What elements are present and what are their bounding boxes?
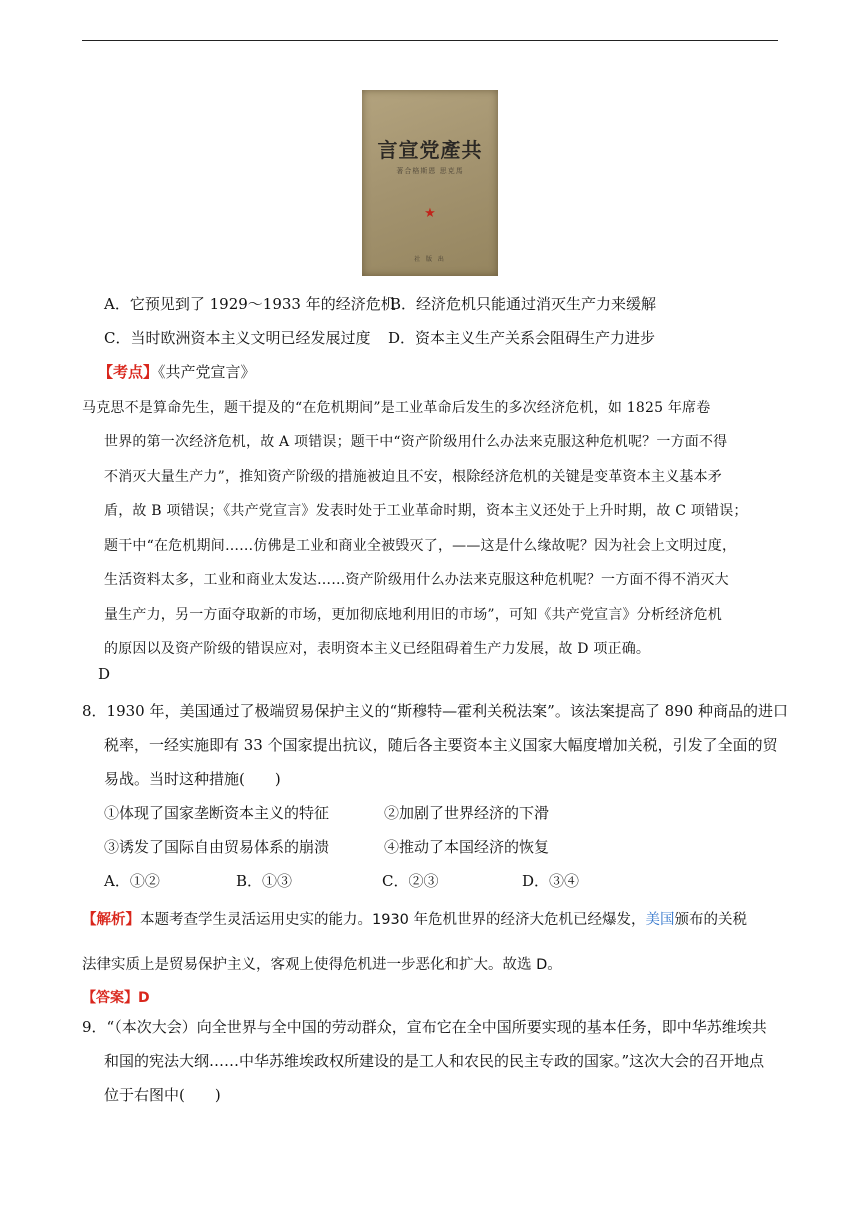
- q7-analysis-line: 世界的第一次经济危机，故 A 项错误；题干中“资产阶级用什么办法来克服这种危机呢？一方面不得: [104, 434, 728, 450]
- cover-title: 言宣党產共: [377, 138, 483, 162]
- daan-value: D: [138, 990, 150, 1006]
- q8-stem-line: 8．1930 年，美国通过了极端贸易保护主义的“斯穆特—霍利关税法案”。该法案提高了 890 种商品的进口: [82, 702, 788, 720]
- q9-stem-line: 9．“（本次大会）向全世界与全中国的劳动群众，宣布它在全中国所要实现的基本任务，即中华苏维埃共: [82, 1018, 767, 1036]
- q8-option-a: A．①②: [104, 872, 160, 890]
- q8-option-c: C．②③: [382, 872, 439, 890]
- communist-manifesto-cover-image: [362, 90, 498, 276]
- q7-analysis-line: 盾，故 B 项错误；《共产党宣言》发表时处于工业革命时期，资本主义还处于上升时期，故 C 项错误；: [104, 503, 748, 519]
- q8-jiexi-line2: 法律实质上是贸易保护主义，客观上使得危机进一步恶化和扩大。故选 D。: [82, 957, 562, 973]
- q8-item: ②加剧了世界经济的下滑: [384, 804, 550, 822]
- q8-jiexi: [82, 908, 747, 929]
- q7-analysis-line: 题干中“在危机期间……仿佛是工业和商业全被毁灭了，——这是什么缘故呢？因为社会上文明过度，: [104, 538, 737, 554]
- q8-item: ④推动了本国经济的恢复: [384, 838, 550, 856]
- q7-option-b: B．经济危机只能通过消灭生产力来缓解: [390, 295, 657, 313]
- q7-option-c: C．当时欧洲资本主义文明已经发展过度: [104, 329, 371, 347]
- meiguo-link[interactable]: 美国: [645, 912, 675, 928]
- q7-analysis-line: 不消灭大量生产力”，推知资产阶级的措施被迫且不安，根除经济危机的关键是变革资本主义基本矛: [104, 469, 722, 485]
- q9-stem-line: 位于右图中( ): [104, 1086, 221, 1104]
- q7-answer: D: [98, 665, 111, 683]
- q8-stem-line: 易战。当时这种措施( ): [104, 770, 281, 788]
- daan-tag: 【答案】: [82, 990, 138, 1006]
- q7-option-d: D．资本主义生产关系会阻碍生产力进步: [388, 329, 656, 347]
- q7-kaodian: [98, 361, 256, 382]
- q7-option-a: A．它预见到了 1929～1933 年的经济危机: [104, 295, 396, 313]
- q9-stem-line: 和国的宪法大纲……中华苏维埃政权所建设的是工人和农民的民主专政的国家。”这次大会的召开地点: [104, 1052, 765, 1070]
- q7-analysis-line: 马克思不是算命先生，题干提及的“在危机期间”是工业革命后发生的多次经济危机，如 1825 年席卷: [82, 400, 711, 416]
- q8-option-b: B．①③: [236, 872, 293, 890]
- header-rule: [82, 40, 778, 41]
- q8-stem-line: 税率，一经实施即有 33 个国家提出抗议，随后各主要资本主义国家大幅度增加关税，引发了全面的贸: [104, 736, 778, 754]
- q7-analysis-line: 的原因以及资产阶级的错误应对，表明资本主义已经阻碍着生产力发展，故 D 项正确。: [104, 641, 651, 657]
- jiexi-tag: 【解析】: [82, 912, 140, 928]
- q8-daan: [82, 987, 150, 1007]
- kaodian-tag: 【考点】: [98, 363, 159, 381]
- q8-option-d: D．③④: [522, 872, 580, 890]
- q8-item: ①体现了国家垄断资本主义的特征: [104, 804, 330, 822]
- jiexi-text-tail: 颁布的关税: [674, 912, 748, 928]
- cover-publisher: 社 版 出: [414, 256, 446, 263]
- red-star-icon: ★: [424, 206, 436, 221]
- q8-item: ③诱发了国际自由贸易体系的崩溃: [104, 838, 330, 856]
- cover-subtitle: 著合格斯恩 思克馬: [396, 167, 464, 175]
- q7-analysis-line: 量生产力，另一方面夺取新的市场，更加彻底地利用旧的市场”，可知《共产党宣言》分析经济危机: [104, 607, 722, 623]
- jiexi-text: 本题考查学生灵活运用史实的能力。1930 年危机世界的经济大危机已经爆发，: [140, 912, 646, 928]
- q7-analysis-line: 生活资料太多，工业和商业太发达……资产阶级用什么办法来克服这种危机呢？一方面不得不消灭大: [104, 572, 729, 588]
- kaodian-text: 《共产党宣言》: [158, 363, 256, 381]
